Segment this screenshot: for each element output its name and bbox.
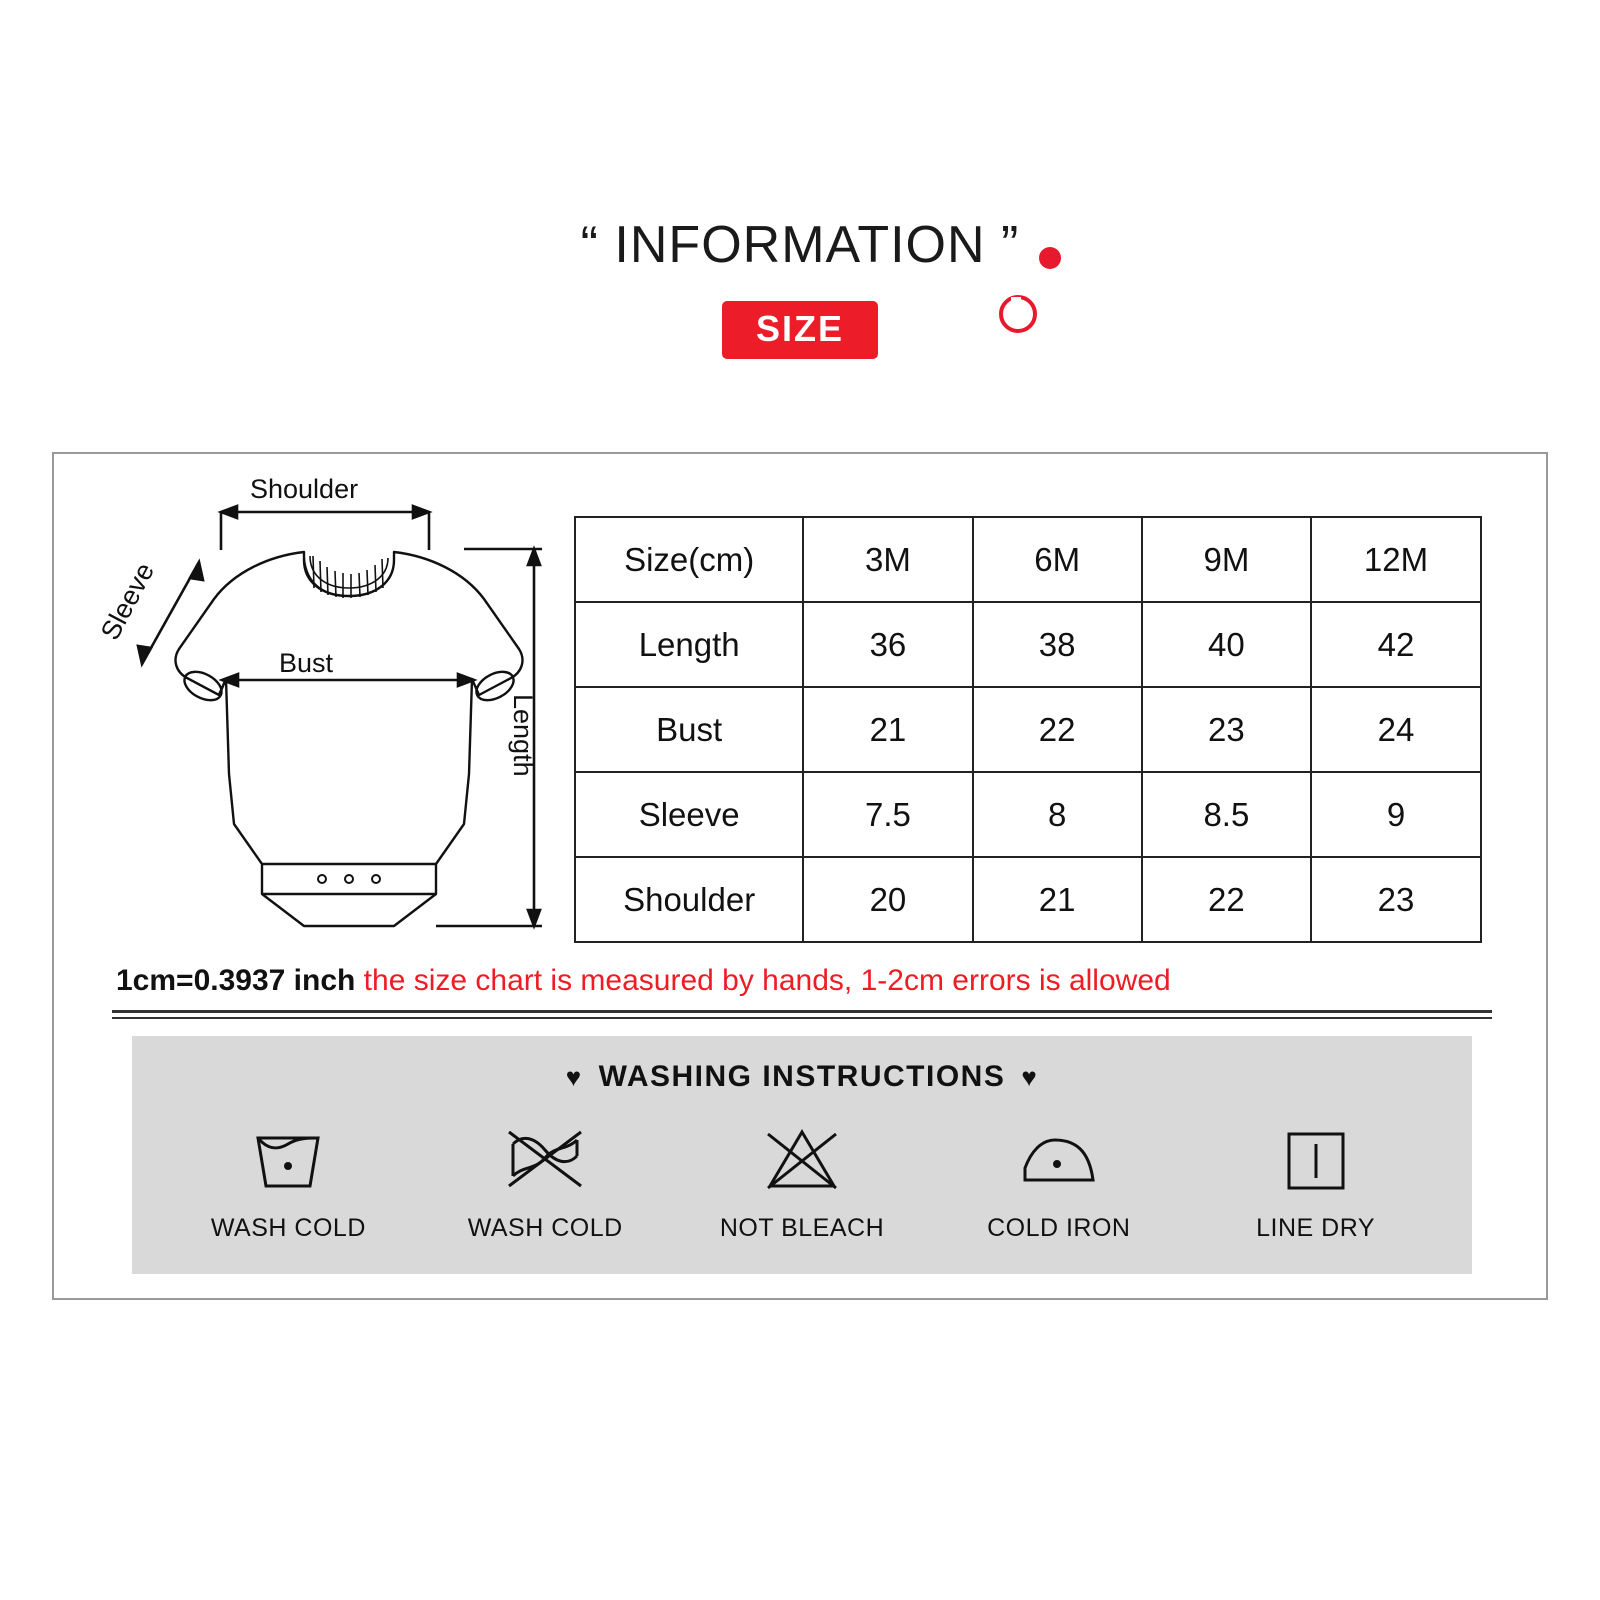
label-bust: Bust xyxy=(279,648,334,678)
wash-item xyxy=(944,1120,1174,1243)
page-header xyxy=(0,215,1600,359)
line-dry-icon xyxy=(1201,1120,1431,1202)
table-cell: 24 xyxy=(1311,687,1481,772)
table-cell: 42 xyxy=(1311,602,1481,687)
heart-icon: ♥ xyxy=(1021,1062,1039,1092)
washing-instructions-title xyxy=(132,1036,1472,1094)
size-table xyxy=(574,516,1482,943)
information-title-row xyxy=(581,215,1020,275)
wash-item-label: NOT BLEACH xyxy=(719,1214,885,1242)
table-header-cell: Size(cm) xyxy=(575,517,803,602)
wash-item-label: WASH COLD xyxy=(467,1214,623,1242)
do-not-wring-icon xyxy=(430,1120,660,1202)
size-badge: SIZE xyxy=(722,301,878,359)
garment-diagram xyxy=(64,464,594,944)
wash-item-label: COLD IRON xyxy=(987,1214,1131,1242)
wash-cold-icon xyxy=(173,1120,403,1202)
table-row xyxy=(575,857,1481,942)
wash-item xyxy=(430,1120,660,1243)
table-cell: 36 xyxy=(803,602,972,687)
washing-icon-row xyxy=(132,1120,1472,1243)
page-title: “ INFORMATION ” xyxy=(580,216,1020,274)
note-divider xyxy=(112,1010,1492,1019)
table-cell: 22 xyxy=(973,687,1142,772)
table-cell: 40 xyxy=(1142,602,1311,687)
table-cell: 22 xyxy=(1142,857,1311,942)
table-cell: 9 xyxy=(1311,772,1481,857)
table-header-cell: 3M xyxy=(803,517,972,602)
table-cell: 23 xyxy=(1142,687,1311,772)
row-label: Bust xyxy=(575,687,803,772)
label-sleeve: Sleeve xyxy=(94,557,161,645)
measurement-disclaimer: the size chart is measured by hands, 1-2cm errors is allowed xyxy=(363,964,1171,997)
wash-item-label: WASH COLD xyxy=(210,1214,366,1242)
row-label: Length xyxy=(575,602,803,687)
cold-iron-icon xyxy=(944,1120,1174,1202)
table-header-row xyxy=(575,517,1481,602)
table-row xyxy=(575,687,1481,772)
table-cell: 7.5 xyxy=(803,772,972,857)
wash-item-label: LINE DRY xyxy=(1256,1214,1375,1242)
table-cell: 8 xyxy=(973,772,1142,857)
info-frame xyxy=(52,452,1548,1300)
washing-title-text: WASHING INSTRUCTIONS xyxy=(598,1060,1006,1093)
table-row xyxy=(575,772,1481,857)
table-cell: 20 xyxy=(803,857,972,942)
table-cell: 21 xyxy=(973,857,1142,942)
heart-icon: ♥ xyxy=(565,1062,583,1092)
table-row xyxy=(575,602,1481,687)
washing-instructions-panel xyxy=(132,1036,1472,1274)
table-cell: 23 xyxy=(1311,857,1481,942)
row-label: Sleeve xyxy=(575,772,803,857)
measurement-note xyxy=(116,964,1488,998)
table-cell: 8.5 xyxy=(1142,772,1311,857)
table-header-cell: 6M xyxy=(973,517,1142,602)
not-bleach-icon xyxy=(687,1120,917,1202)
row-label: Shoulder xyxy=(575,857,803,942)
red-dot-icon xyxy=(1039,247,1061,269)
cm-inch-conversion: 1cm=0.3937 inch xyxy=(116,964,356,997)
table-header-cell: 9M xyxy=(1142,517,1311,602)
wash-item xyxy=(687,1120,917,1243)
wash-item xyxy=(1201,1120,1431,1243)
table-cell: 38 xyxy=(973,602,1142,687)
wash-item xyxy=(173,1120,403,1243)
table-header-cell: 12M xyxy=(1311,517,1481,602)
table-cell: 21 xyxy=(803,687,972,772)
label-shoulder: Shoulder xyxy=(250,474,359,504)
label-length: Length xyxy=(508,694,538,777)
